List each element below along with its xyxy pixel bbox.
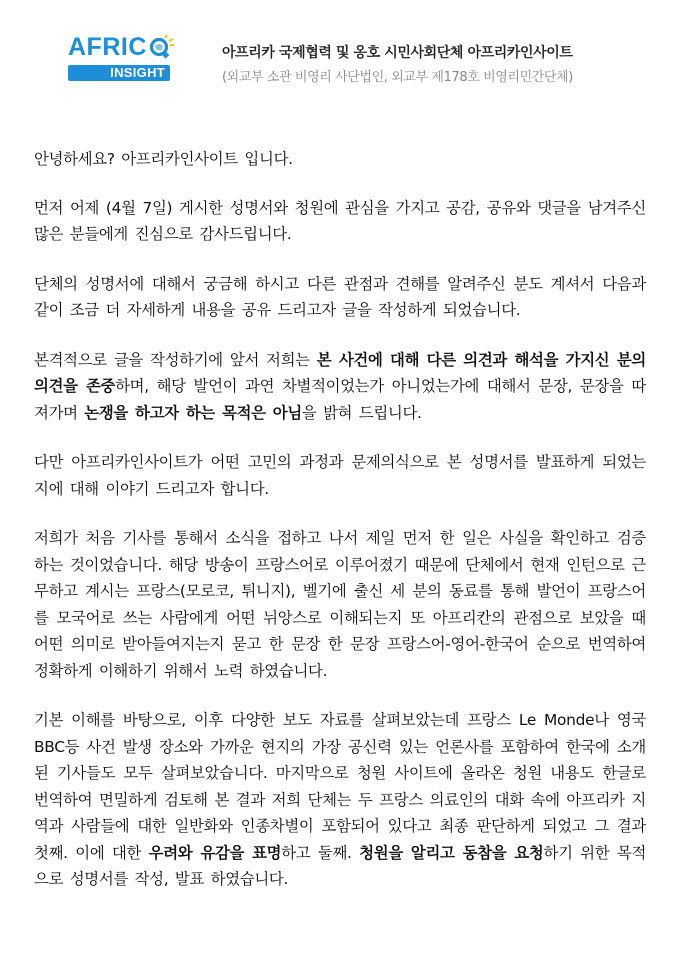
letter-body	[34, 146, 646, 916]
paragraph-purpose	[34, 271, 646, 324]
text-segment: 을 밝혀 드립니다.	[301, 403, 422, 422]
organization-title: 아프리카 국제협력 및 옹호 시민사회단체 아프리카인사이트	[222, 45, 573, 61]
logo-insight-text: INSIGHT	[110, 65, 165, 80]
paragraph-respect-opinions	[34, 347, 646, 427]
text-segment: 기본 이해를 바탕으로, 이후 다양한 보도 자료를 살펴보았는데 프랑스 Le Monde나 영국 BBC등 사건 발생 장소와 가까운 현지의 가장 공신력 있는 언론사를 포함하여 한국에 소개된 기사들도 모두 살펴보았습니다. 마지막으로 청원 사이트에 올라온 청원 내용도 한글로 번역하여 면밀하게 검토해 본 결과 저희 단체는 두 프랑스 의료인의 대화 속에 아프리카 지역과 사람들에 대한 일반화와 인종차별이 포함되어 있다고 최종 판단하게 되었고 그 결과 첫째. 이에 대한	[34, 711, 646, 862]
text-segment: 하고 둘째.	[281, 843, 360, 862]
paragraph-conclusion	[34, 707, 646, 893]
text-segment: 하기 위한 목적으로 성명서를 작성, 발표 하였습니다.	[34, 843, 647, 888]
paragraph-greeting	[34, 146, 646, 173]
logo-wordmark: AFRIC	[68, 33, 147, 61]
text-segment: 저희가 처음 기사를 통해서 소식을 접하고 나서 제일 먼저 한 일은 사실을 확인하고 검증 하는 것이었습니다. 해당 방송이 프랑스어로 이루어졌기 때문에 단체에서 현재 인턴으로 근무하고 계시는 프랑스(모로코, 튀니지), 벨기에 출신 세 분의 동료를 통해 발언이 프랑스어를 모국어로 쓰는 사람에게 어떤 뉘앙스로 이해되는지 또 아프리칸의 관점으로 보았을 때 어떤 의미로 받아들여지는지 묻고 한 문장 한 문장 프랑스어-영어-한국어 순으로 번역하여 정확하게 이해하기 위해서 노력 하였습니다.	[34, 529, 646, 680]
text-segment: 단체의 성명서에 대해서 궁금해 하시고 다른 관점과 견해를 알려주신 분도 계셔서 다음과 같이 조금 더 자세하게 내용을 공유 드리고자 글을 작성하게 되었습니다.	[34, 274, 646, 319]
bold-segment: 우려와 유감을 표명	[148, 843, 282, 862]
africa-insight-logo	[68, 34, 172, 84]
text-segment: 먼저 어제 (4월 7일) 게시한 성명서와 청원에 관심을 가지고 공감, 공유와 댓글을 남겨주신 많은 분들에게 진심으로 감사드립니다.	[34, 198, 646, 243]
text-segment: 다만 아프리카인사이트가 어떤 고민의 과정과 문제의식으로 본 성명서를 발표하게 되었는지에 대해 이야기 드리고자 합니다.	[34, 453, 646, 498]
lightbulb-icon	[150, 34, 174, 62]
paragraph-thanks	[34, 195, 646, 248]
paragraph-intent	[34, 449, 646, 502]
letterhead	[68, 34, 628, 90]
text-segment: 안녕하세요? 아프리카인사이트 입니다.	[34, 150, 293, 168]
logo-insight-bar	[68, 65, 170, 81]
paragraph-verification	[34, 525, 646, 684]
organization-subtitle: (외교부 소관 비영리 사단법인, 외교부 제178호 비영리민간단체)	[222, 70, 573, 85]
bold-segment: 본 사건에 대해 다른 의견과 해석을 가지신 분의 의견을 존중	[34, 350, 647, 395]
bold-segment: 논쟁을 하고자 하는 목적은 아님	[84, 403, 302, 422]
text-segment: 하며, 해당 발언이 과연 차별적이었는가 아니었는가에 대해서 문장, 문장을 따져가며	[34, 377, 646, 422]
text-segment: 본격적으로 글을 작성하기에 앞서 저희는	[34, 350, 317, 369]
bold-segment: 청원을 알리고 동참을 요청	[359, 843, 544, 862]
